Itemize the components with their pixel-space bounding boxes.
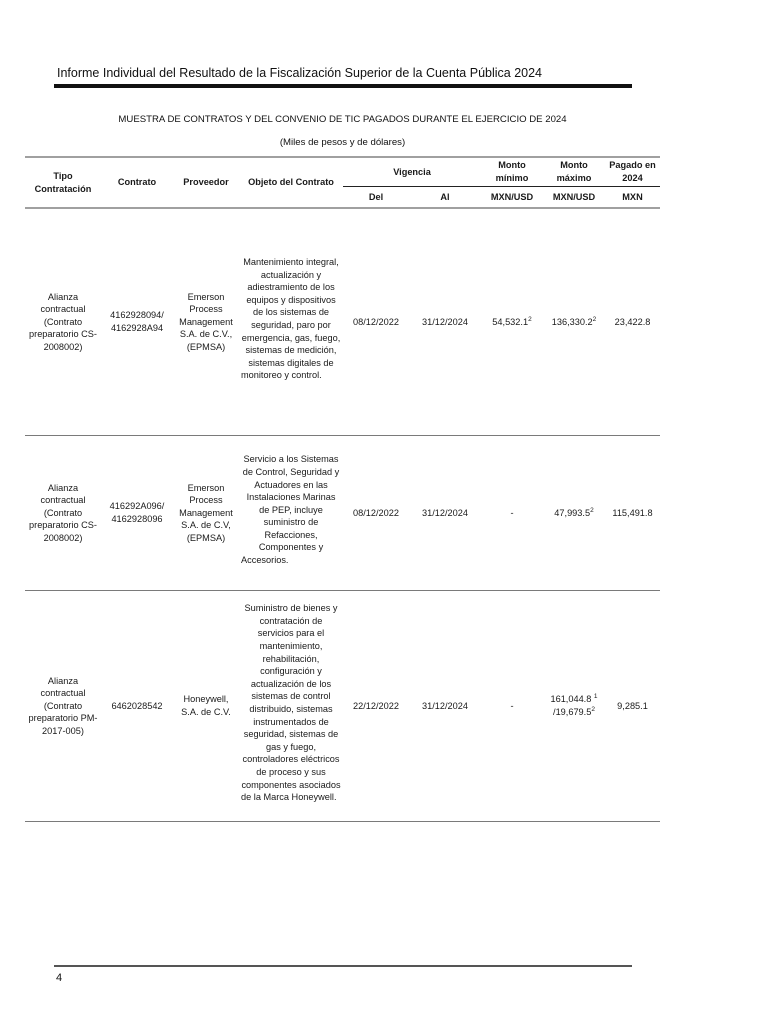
table-row	[25, 591, 660, 822]
monto-maximo-value: 47,993.5	[554, 507, 591, 518]
col-header-contrato: Contrato	[117, 177, 157, 188]
col-header-monto-minimo: Monto mínimo	[481, 157, 543, 187]
monto-minimo-value: 54,532.1	[492, 316, 529, 327]
cell-al: 31/12/2024	[422, 316, 468, 327]
cell-contrato: 416292A096/ 4162928096	[109, 501, 165, 524]
cell-objeto: Mantenimiento integral, actualización y adiestramiento de los equipos y dispositivos de los sistemas de seguridad, paro por emergencia, gas, fuego, sistemas de medición, sistemas digitales de monitoreo y control.	[241, 257, 341, 381]
col-header-tipo: Tipo Contratación	[34, 170, 92, 194]
cell-monto-maximo	[543, 591, 605, 822]
col-header-monto-minimo-unit: MXN/USD	[490, 191, 534, 202]
footnote-ref: 2	[591, 705, 595, 713]
cell-tipo: Alianza contractual (Contrato preparatorio CS-2008002)	[29, 482, 97, 543]
contracts-table	[25, 156, 660, 822]
cell-contrato: 4162928094/ 4162928A94	[110, 310, 164, 333]
footnote-ref: 2	[590, 506, 594, 514]
page-number: 4	[56, 972, 63, 984]
page-header-title: Informe Individual del Resultado de la Fiscalización Superior de la Cuenta Pública 2024	[57, 66, 543, 80]
footnote-ref: 2	[528, 315, 532, 323]
cell-monto-maximo	[543, 208, 605, 436]
table-row	[25, 436, 660, 591]
cell-objeto: Suministro de bienes y contratación de servicios para el mantenimiento, rehabilitación, configuración y actualización de los sistemas de control distribuido, sistemas instrumentados de seguridad, sistemas de gas y fuego, controladores eléctricos de proceso y sus componentes asociados de la Marca Honeywell.	[241, 603, 341, 803]
cell-objeto: Servicio a los Sistemas de Control, Seguridad y Actuadores en las Instalaciones Marinas de PEP, incluye suministro de Refacciones, Componentes y Accesorios.	[241, 454, 340, 566]
table-subtitle: (Miles de pesos y de dólares)	[279, 137, 406, 148]
col-header-pagado: Pagado en 2024	[605, 157, 660, 187]
footer-rule	[54, 965, 632, 967]
header-rule	[54, 84, 632, 88]
cell-tipo: Alianza contractual (Contrato preparatorio PM-2017-005)	[28, 675, 98, 736]
monto-maximo-usd-value: /19,679.5	[553, 707, 592, 717]
col-header-monto-maximo-unit: MXN/USD	[552, 191, 596, 202]
monto-maximo-value: 161,044.8	[550, 694, 592, 705]
cell-al: 31/12/2024	[422, 700, 468, 711]
cell-pagado: 9,285.1	[617, 700, 648, 711]
cell-al: 31/12/2024	[422, 507, 468, 518]
cell-del: 22/12/2022	[353, 700, 399, 711]
col-header-proveedor: Proveedor	[183, 177, 229, 188]
cell-monto-maximo	[543, 436, 605, 591]
cell-proveedor: Emerson Process Management S.A. de C.V, (EPMSA)	[179, 482, 233, 543]
col-header-objeto: Objeto del Contrato	[248, 177, 334, 188]
cell-tipo: Alianza contractual (Contrato preparatorio CS-2008002)	[29, 291, 97, 352]
col-header-monto-maximo: Monto máximo	[543, 157, 605, 187]
cell-contrato: 6462028542	[111, 700, 163, 711]
table-row	[25, 208, 660, 436]
col-header-del: Del	[368, 191, 384, 202]
cell-monto-minimo: -	[510, 507, 514, 518]
cell-monto-minimo	[481, 208, 543, 436]
cell-proveedor: Emerson Process Management S.A. de C.V., (EPMSA)	[179, 291, 233, 352]
cell-pagado: 23,422.8	[614, 316, 651, 327]
monto-maximo-value: 136,330.2	[551, 316, 593, 327]
footnote-ref: 1	[593, 693, 598, 701]
header-row-1	[25, 157, 660, 187]
cell-monto-minimo: -	[510, 700, 514, 711]
footnote-ref: 2	[592, 315, 597, 323]
cell-del: 08/12/2022	[353, 316, 399, 327]
col-header-vigencia: Vigencia	[343, 157, 481, 187]
cell-proveedor: Honeywell, S.A. de C.V.	[181, 694, 231, 717]
cell-pagado: 115,491.8	[612, 507, 653, 518]
col-header-pagado-unit: MXN	[622, 191, 643, 202]
cell-del: 08/12/2022	[353, 507, 399, 518]
table-title: MUESTRA DE CONTRATOS Y DEL CONVENIO DE TIC PAGADOS DURANTE EL EJERCICIO DE 2024	[118, 114, 567, 125]
col-header-al: Al	[440, 191, 450, 202]
